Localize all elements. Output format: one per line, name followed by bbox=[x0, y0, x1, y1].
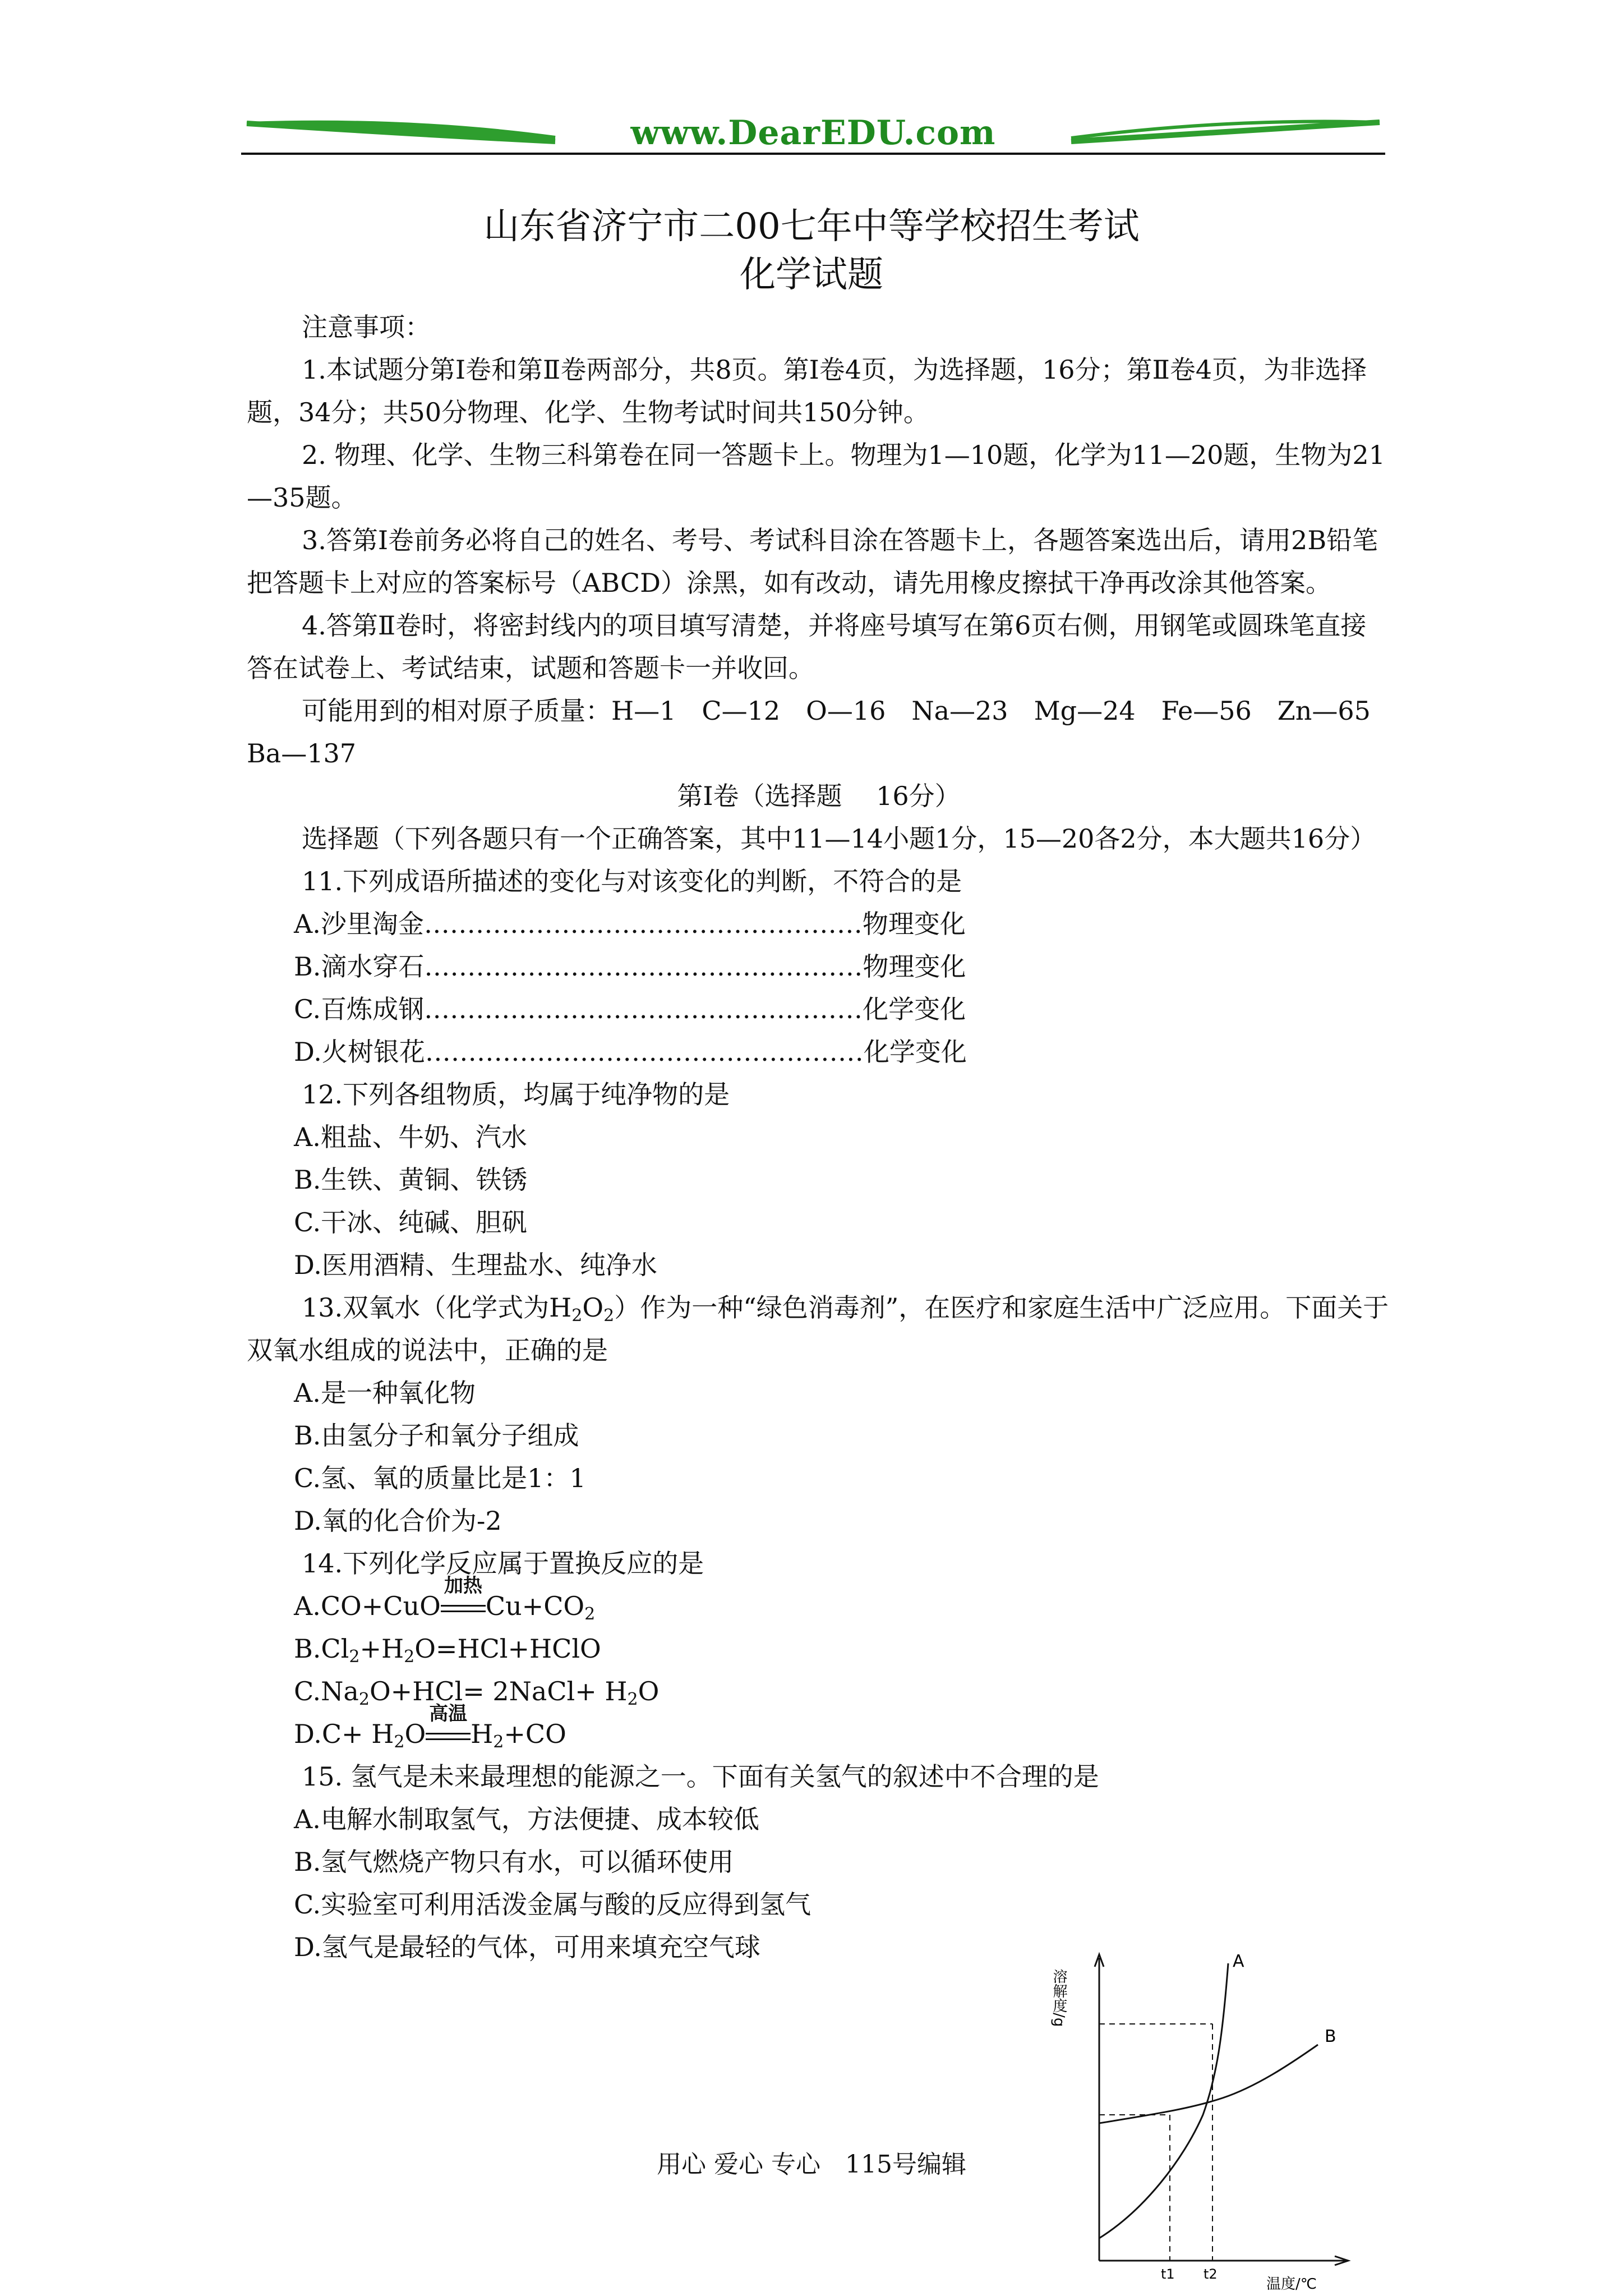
question-13-stem bbox=[247, 1286, 1391, 1372]
solubility-graph bbox=[1050, 1947, 1368, 2294]
q14a-right: Cu+CO bbox=[485, 1591, 585, 1621]
question-15-stem: 15. 氢气是未来最理想的能源之一。下面有关氢气的叙述中不合理的是 bbox=[302, 1761, 1099, 1792]
question-14-option-a bbox=[247, 1575, 1391, 1627]
q14a-sub: 2 bbox=[584, 1604, 596, 1624]
page-footer: 用心 爱心 专心 115号编辑 bbox=[657, 2150, 966, 2179]
question-14-stem: 14.下列化学反应属于置换反应的是 bbox=[302, 1548, 704, 1579]
question-15-option-d: D.氢气是最轻的气体，可用来填充空气球 bbox=[294, 1932, 760, 1962]
q14b-text-2: +H bbox=[359, 1634, 404, 1664]
exam-subtitle: 化学试题 bbox=[740, 254, 883, 296]
exam-body bbox=[247, 306, 1396, 1968]
x-axis-label: 温度/℃ bbox=[1266, 2276, 1317, 2293]
atomic-masses: 可能用到的相对原子质量：H—1 C—12 O—16 Na—23 Mg—24 Fe—56 Zn—65 Ba—137 bbox=[247, 696, 1396, 769]
q14d-text-4: +CO bbox=[504, 1719, 566, 1749]
q14d-condition-label: 高温 bbox=[429, 1703, 468, 1725]
question-13-option-c: C.氢、氧的质量比是1：1 bbox=[294, 1463, 586, 1493]
question-12-option-a: A.粗盐、牛奶、汽水 bbox=[294, 1122, 527, 1152]
exam-title: 山东省济宁市二00七年中等学校招生考试 bbox=[483, 206, 1140, 247]
q14a-condition-label: 加热 bbox=[444, 1575, 482, 1597]
q13-text-c: ）作为一种“绿色消毒剂”，在医疗和家庭生活中广泛应用。下面关于双氧水组成的说法中，正确的是 bbox=[247, 1292, 1389, 1365]
q13-sub-2: 2 bbox=[603, 1306, 615, 1326]
y-axis-label: 溶解度/g bbox=[1050, 1969, 1067, 2027]
q13-text-a: 13.双氧水（化学式为H bbox=[302, 1292, 572, 1323]
q14a-condition bbox=[441, 1575, 486, 1619]
notice-item-1: 1.本试题分第Ⅰ卷和第Ⅱ卷两部分，共8页。第Ⅰ卷4页，为选择题，16分；第Ⅱ卷4页，为非选择题，34分；共50分物理、化学、生物考试时间共150分钟。 bbox=[247, 355, 1367, 427]
q14b-text-1: B.Cl bbox=[294, 1634, 349, 1664]
question-11-stem: 11.下列成语所描述的变化与对该变化的判断，不符合的是 bbox=[302, 866, 962, 896]
q14b-sub-1: 2 bbox=[349, 1647, 360, 1667]
q14d-condition bbox=[426, 1703, 471, 1747]
q14d-text-3: H bbox=[471, 1719, 494, 1749]
q14c-text-1: C.Na bbox=[294, 1676, 359, 1706]
q13-sub-1: 2 bbox=[571, 1306, 583, 1326]
question-12-option-b: B.生铁、黄铜、铁锈 bbox=[294, 1165, 528, 1195]
q14b-sub-2: 2 bbox=[404, 1647, 415, 1667]
curve-a-label: A bbox=[1233, 1952, 1244, 1971]
q14d-text-1: D.C+ H bbox=[294, 1719, 394, 1749]
question-15-option-a: A.电解水制取氢气，方法便捷、成本较低 bbox=[294, 1804, 759, 1834]
question-14-option-b bbox=[247, 1627, 1391, 1670]
q14c-sub-2: 2 bbox=[627, 1690, 638, 1709]
tick-t2: t2 bbox=[1204, 2266, 1218, 2282]
q14a-left: A.CO+CuO bbox=[294, 1591, 441, 1621]
q14c-sub-1: 2 bbox=[358, 1690, 370, 1709]
question-14-option-c bbox=[247, 1670, 1391, 1713]
notice-item-3: 3.答第Ⅰ卷前务必将自己的姓名、考号、考试科目涂在答题卡上，各题答案选出后，请用2B铅笔把答题卡上对应的答案标号（ABCD）涂黑，如有改动，请先用橡皮擦拭干净再改涂其他答案。 bbox=[247, 525, 1378, 598]
q14c-text-3: O bbox=[638, 1676, 660, 1706]
q14b-text-3: O=HCl+HClO bbox=[414, 1634, 601, 1664]
curve-a bbox=[1099, 1963, 1228, 2238]
q13-text-b: O bbox=[582, 1292, 604, 1323]
question-13-option-a: A.是一种氧化物 bbox=[294, 1378, 476, 1408]
site-logo-banner bbox=[241, 107, 1385, 168]
curve-b bbox=[1099, 2045, 1318, 2123]
curve-b-label: B bbox=[1325, 2027, 1336, 2046]
question-14-option-d bbox=[247, 1703, 1391, 1755]
q14d-sub-1: 2 bbox=[394, 1732, 405, 1752]
question-13-option-d: D.氧的化合价为-2 bbox=[294, 1506, 502, 1536]
notice-item-2: 2. 物理、化学、生物三科第卷在同一答题卡上。物理为1—10题，化学为11—20题，生物为21—35题。 bbox=[247, 440, 1385, 513]
question-12-stem: 12.下列各组物质，均属于纯净物的是 bbox=[302, 1079, 730, 1110]
question-13-option-b: B.由氢分子和氧分子组成 bbox=[294, 1420, 579, 1451]
q14c-text-2: O+HCl= 2NaCl+ H bbox=[369, 1676, 628, 1706]
tick-t1: t1 bbox=[1161, 2266, 1175, 2282]
question-15-option-b: B.氢气燃烧产物只有水，可以循环使用 bbox=[294, 1847, 734, 1877]
question-11-option-a: A.沙里淘金……………………………………………物理变化 bbox=[294, 909, 966, 939]
question-11-option-d: D.火树银花……………………………………………化学变化 bbox=[294, 1037, 967, 1067]
question-12-option-c: C.干冰、纯碱、胆矾 bbox=[294, 1207, 528, 1237]
section-intro: 选择题（下列各题只有一个正确答案，其中11—14小题1分，15—20各2分，本大题共16分） bbox=[302, 823, 1376, 854]
notice-heading: 注意事项： bbox=[302, 312, 431, 342]
logo-text[interactable]: www.DearEDU.com bbox=[630, 113, 996, 153]
section-heading: 第Ⅰ卷（选择题 16分） bbox=[677, 781, 961, 811]
question-15-option-c: C.实验室可利用活泼金属与酸的反应得到氢气 bbox=[294, 1889, 811, 1920]
question-11-option-b: B.滴水穿石……………………………………………物理变化 bbox=[294, 951, 966, 982]
header-rule bbox=[241, 153, 1385, 155]
question-12-option-d: D.医用酒精、生理盐水、纯净水 bbox=[294, 1250, 657, 1280]
question-11-option-c: C.百炼成钢……………………………………………化学变化 bbox=[294, 994, 966, 1024]
notice-item-4: 4.答第Ⅱ卷时，将密封线内的项目填写清楚，并将座号填写在第6页右侧，用钢笔或圆珠笔直接答在试卷上、考试结束，试题和答题卡一并收回。 bbox=[247, 610, 1367, 683]
q14d-text-2: O bbox=[404, 1719, 426, 1749]
q14d-sub-2: 2 bbox=[493, 1732, 504, 1752]
